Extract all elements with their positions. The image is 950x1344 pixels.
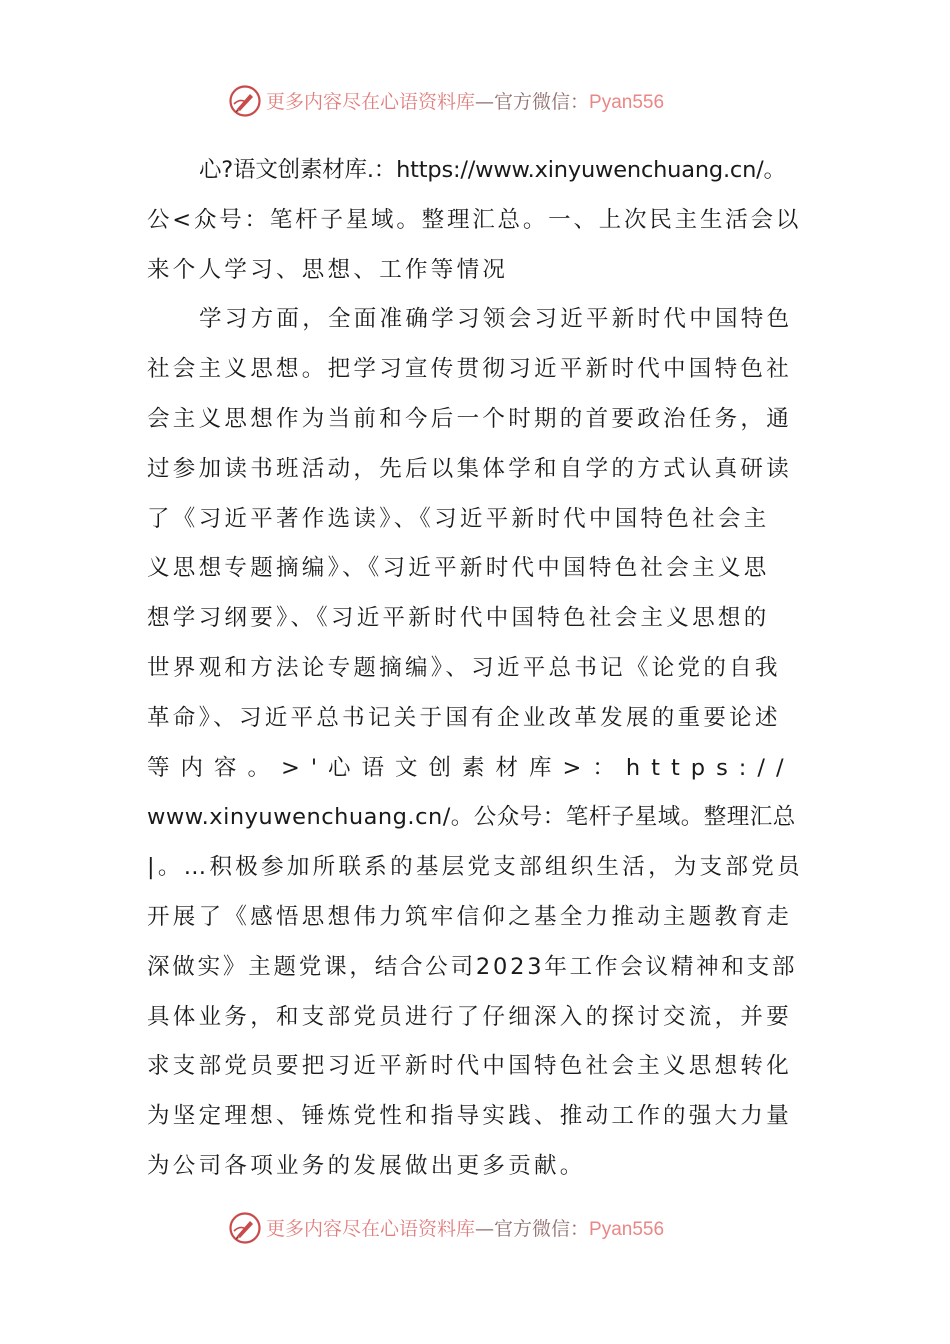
- text-line: 了《习近平著作选读》、《习近平新时代中国特色社会主: [147, 505, 770, 532]
- text-line: 为公司各项业务的发展做出更多贡献。: [147, 1152, 586, 1179]
- banner-text: [266, 1217, 664, 1242]
- text-line: 革命》、习近平总书记关于国有企业改革发展的重要论述: [147, 704, 781, 731]
- text-line: 开展了《感悟思想伟力筑牢信仰之基全力推动主题教育走: [147, 903, 793, 930]
- text-line: 想学习纲要》、《习近平新时代中国特色社会主义思想的: [147, 605, 770, 632]
- pen-logo-icon: [228, 1211, 262, 1245]
- pen-logo-icon: [228, 84, 262, 118]
- text-line: 来个人学习、思想、工作等情况: [147, 256, 509, 283]
- text-line: 社会主义思想。把学习宣传贯彻习近平新时代中国特色社: [147, 356, 793, 383]
- banner-wechat-id: Pyan556: [589, 92, 665, 113]
- text-line: www.xinyuwenchuang.cn/。公众号：笔杆子星域。整理汇总: [147, 804, 796, 831]
- text-line: 深做实》主题党课，结合公司2023年工作会议精神和支部: [147, 953, 798, 980]
- paragraph-1: [147, 146, 805, 295]
- text-line: 义思想专题摘编》、《习近平新时代中国特色社会主义思: [147, 555, 770, 582]
- text-line: 公<众号：笔杆子星域。整理汇总。一、上次民主生活会以: [147, 206, 802, 233]
- banner-wechat-id: Pyan556: [589, 1219, 665, 1240]
- text-line: 会主义思想作为当前和今后一个时期的首要政治任务，通: [147, 405, 793, 432]
- banner-wechat-label: —官方微信：: [475, 91, 590, 113]
- text-line: 世界观和方法论专题摘编》、习近平总书记《论党的自我: [147, 654, 781, 681]
- banner-wechat-label: —官方微信：: [475, 1218, 590, 1240]
- text-line: |。…积极参加所联系的基层党支部组织生活，为支部党员: [147, 854, 803, 881]
- text-line: 等内容。>'心语文创素材库>：https://: [147, 754, 795, 781]
- footer-banner: [0, 1209, 950, 1249]
- text-line: 过参加读书班活动，先后以集体学和自学的方式认真研读: [147, 455, 793, 482]
- document-body: [147, 146, 805, 1192]
- header-banner: [0, 82, 950, 122]
- banner-site-name: 更多内容尽在心语资料库: [266, 91, 476, 113]
- text-line: 求支部党员要把习近平新时代中国特色社会主义思想转化: [147, 1053, 793, 1080]
- text-line: 心?语文创素材库.：https://www.xinyuwenchuang.cn/。: [199, 157, 786, 183]
- banner-site-name: 更多内容尽在心语资料库: [266, 1218, 476, 1240]
- banner-text: [266, 90, 664, 115]
- text-line: 为坚定理想、锤炼党性和指导实践、推动工作的强大力量: [147, 1103, 793, 1130]
- text-line: 具体业务，和支部党员进行了仔细深入的探讨交流，并要: [147, 1003, 793, 1030]
- text-line: 学习方面，全面准确学习领会习近平新时代中国特色: [199, 306, 793, 333]
- paragraph-2: [147, 295, 805, 1191]
